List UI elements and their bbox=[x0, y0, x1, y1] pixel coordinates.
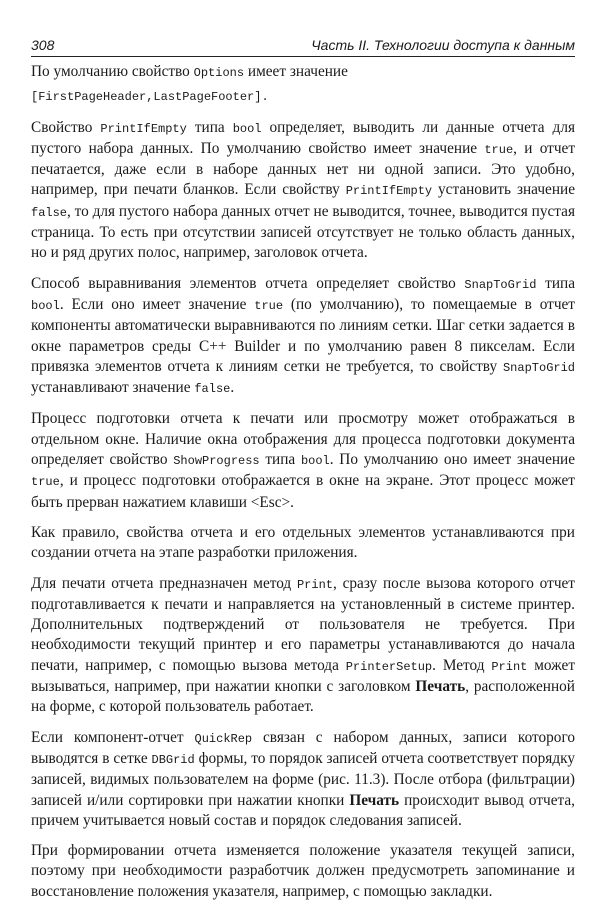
text-run: Свойство bbox=[31, 118, 101, 136]
page-number: 308 bbox=[31, 37, 55, 53]
code-term: false bbox=[31, 205, 68, 220]
text-run: По умолчанию свойство bbox=[31, 63, 194, 80]
code-term: false bbox=[194, 382, 231, 397]
code-term: DBGrid bbox=[151, 752, 195, 767]
text-run: типа bbox=[259, 451, 301, 469]
text-run: . bbox=[230, 379, 235, 397]
text-run: Если компонент-отчет bbox=[31, 728, 195, 746]
text-run: . По умолчанию оно имеет значение bbox=[329, 451, 576, 469]
paragraph-p1 bbox=[31, 62, 575, 108]
text-run: связан с набором данных, записи которого выводятся в сетке bbox=[31, 728, 575, 767]
paragraph-p2 bbox=[31, 118, 575, 264]
bold-term: Печать bbox=[415, 678, 466, 696]
paragraph-p4 bbox=[31, 409, 575, 512]
paragraph-p8 bbox=[31, 841, 575, 902]
text-run: формы, то порядок записей отчета соответствует порядку записей, видимых пользователем на форме (рис. 11.3). После отбора (фильтрации) записей и/или сортировки при нажатии кнопки bbox=[31, 749, 575, 809]
text-run: типа bbox=[536, 274, 575, 292]
text-run: определяет, выводить ли данные отчета для пустого набора данных. По умолчанию свойство имеет значение bbox=[31, 118, 575, 157]
text-run: , и отчет печатается, даже если в наборе данных нет ни одной записи. Это удобно, например, при печати бланков. Если свойству bbox=[31, 139, 576, 199]
code-term: bool bbox=[300, 454, 330, 469]
paragraph-p7 bbox=[31, 728, 575, 831]
code-term: PrintIfEmpty bbox=[345, 184, 433, 199]
code-term: SnapToGrid bbox=[502, 360, 575, 375]
running-title: Часть II. Технологии доступа к данным bbox=[311, 37, 575, 53]
code-term: Options bbox=[193, 66, 245, 80]
text-run: , сразу после вызова которого отчет подготавливается к печати и направляется на установленный в системе принтер. Дополнительных подтверждений от пользователя не требуется. При необходимости текущий принтер и его параметры устанавливаются до начала печати, например, с помощью вызова метода bbox=[31, 574, 575, 674]
running-header bbox=[31, 34, 575, 57]
text-run: Как правило, свойства отчета и его отдельных элементов устанавливаются при создании отчета на этапе разработки приложения. bbox=[31, 523, 575, 562]
text-run: . Если оно имеет значение bbox=[59, 295, 255, 313]
code-term: bool bbox=[31, 298, 60, 313]
paragraph-p3 bbox=[31, 274, 575, 400]
text-run: Процесс подготовки отчета к печати или просмотру может отображаться в отдельном окне. Наличие окна отображения для процесса подготовки документа определяет свойство bbox=[31, 410, 575, 469]
text-run: может вызываться, например, при нажатии кнопки с заголовком bbox=[31, 656, 575, 696]
text-run: Способ выравнивания элементов отчета определяет свойство bbox=[31, 274, 465, 292]
page-body bbox=[31, 62, 575, 912]
text-run: , и процесс подготовки отображается в окне на экране. Этот процесс может быть прерван нажатием клавиши <Esc>. bbox=[31, 472, 575, 511]
code-term: true bbox=[254, 298, 284, 313]
code-term: bool bbox=[232, 121, 262, 136]
paragraph-p6 bbox=[31, 574, 575, 718]
text-run: . Метод bbox=[432, 656, 492, 674]
text-run: Для печати отчета предназначен метод bbox=[31, 574, 297, 592]
text-run: происходит вывод отчета, причем учитывается новый состав и порядок следования записей. bbox=[31, 791, 575, 829]
text-run: При формировании отчета изменяется положение указателя текущей записи, поэтому при необходимости разработчик должен предусмотреть запоминание и восстановление положения указателя, например, с помощью закладки. bbox=[31, 842, 575, 900]
code-term: SnapToGrid bbox=[464, 277, 537, 292]
paragraph-p5 bbox=[31, 523, 575, 564]
code-term: ShowProgress bbox=[173, 454, 260, 469]
text-run: (по умолчанию), то помещаемые в отчет компоненты автоматически выравниваются по линиям сетки. Шаг сетки задается в окне параметров среды C++ Builder и по умолчанию равен 8 пикселам. Если привязка элементов отчета к линиям сетки не требуется, то свойству bbox=[31, 295, 575, 375]
code-term: Print bbox=[491, 659, 528, 674]
code-term: Print bbox=[296, 577, 333, 592]
text-run: имеет значение bbox=[244, 63, 348, 80]
code-line: [FirstPageHeader,LastPageFooter]. bbox=[31, 90, 269, 105]
code-term: QuickRep bbox=[194, 731, 253, 746]
text-run: , расположенной на форме, с которой пользователь работает. bbox=[31, 678, 575, 716]
text-run: типа bbox=[186, 118, 233, 136]
code-term: true bbox=[484, 142, 514, 157]
text-run: , то для пустого набора данных отчет не выводится, точнее, выводится пустая страница. То есть при отсутствии записей отсутствует не только область данных, но и ряд других полос, например, заголовок отчета. bbox=[31, 202, 575, 262]
text-run: устанавливают значение bbox=[31, 379, 195, 397]
code-term: PrintIfEmpty bbox=[100, 121, 187, 136]
code-term: true bbox=[31, 475, 60, 490]
text-run: установить значение bbox=[432, 181, 575, 199]
code-term: PrinterSetup bbox=[345, 659, 433, 674]
bold-term: Печать bbox=[349, 791, 400, 809]
